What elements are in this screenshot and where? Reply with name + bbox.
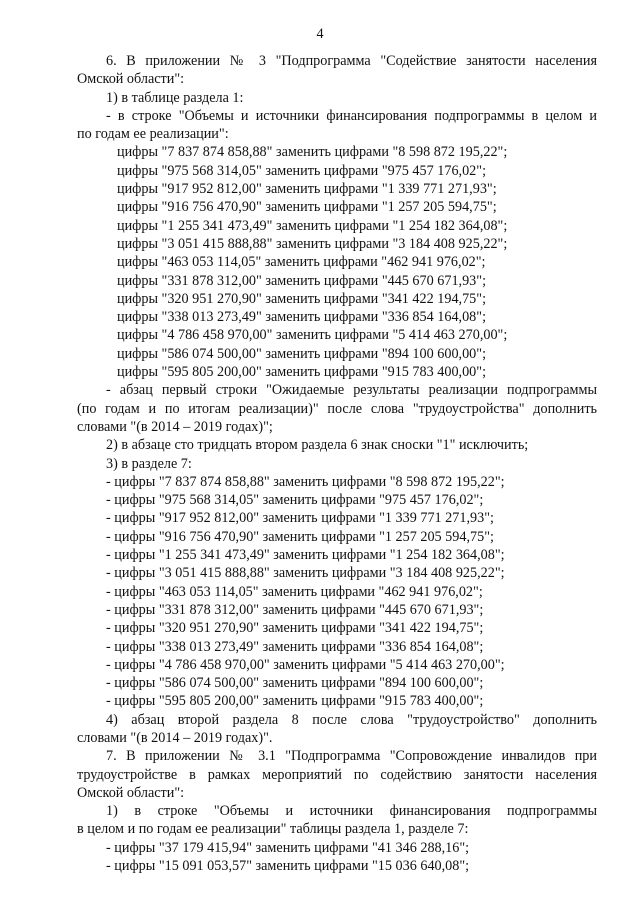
text-line: цифры "1 255 341 473,49" заменить цифрами "1 254 182 364,08"; <box>117 217 508 234</box>
text-line: в целом и по годам ее реализации" таблицы раздела 1, разделе 7: <box>77 821 469 838</box>
text-line: цифры "917 952 812,00" заменить цифрами "1 339 771 271,93"; <box>117 181 497 198</box>
text-line: - цифры "975 568 314,05" заменить цифрами "975 457 176,02"; <box>106 492 484 509</box>
text-line: Омской области": <box>77 71 185 88</box>
text-line: (по годам и по итогам реализации)" после слова "трудоустройства" дополнить <box>77 400 597 417</box>
text-line: - цифры "7 837 874 858,88" заменить цифрами "8 598 872 195,22"; <box>106 473 505 490</box>
text-line: по годам ее реализации": <box>77 126 229 143</box>
text-line: 7. В приложении № 3.1 "Подпрограмма "Сопровождение инвалидов при <box>106 748 597 765</box>
text-line: - цифры "917 952 812,00" заменить цифрами "1 339 771 271,93"; <box>106 510 494 527</box>
text-line: - цифры "3 051 415 888,88" заменить цифрами "3 184 408 925,22"; <box>106 565 505 582</box>
text-line: - цифры "15 091 053,57" заменить цифрами "15 036 640,08"; <box>106 858 470 875</box>
text-line: словами "(в 2014 – 2019 годах)"; <box>77 418 273 435</box>
text-line: - цифры "586 074 500,00" заменить цифрами "894 100 600,00"; <box>106 675 484 692</box>
text-line: - цифры "37 179 415,94" заменить цифрами "41 346 288,16"; <box>106 839 470 856</box>
text-line: - цифры "1 255 341 473,49" заменить цифрами "1 254 182 364,08"; <box>106 547 505 564</box>
text-line: цифры "595 805 200,00" заменить цифрами "915 783 400,00"; <box>117 364 487 381</box>
text-line: цифры "3 051 415 888,88" заменить цифрами "3 184 408 925,22"; <box>117 235 508 252</box>
text-line: цифры "586 074 500,00" заменить цифрами "894 100 600,00"; <box>117 345 487 362</box>
text-line: - цифры "331 878 312,00" заменить цифрами "445 670 671,93"; <box>106 601 484 618</box>
document-body <box>77 52 597 875</box>
text-line: - в строке "Объемы и источники финансирования подпрограммы в целом и <box>106 107 597 124</box>
text-line: - цифры "320 951 270,90" заменить цифрами "341 422 194,75"; <box>106 620 484 637</box>
text-line: - цифры "463 053 114,05" заменить цифрами "462 941 976,02"; <box>106 583 483 600</box>
text-line: словами "(в 2014 – 2019 годах)". <box>77 729 273 746</box>
text-line: 6. В приложении № 3 "Подпрограмма "Содействие занятости населения <box>106 53 597 69</box>
text-line: Омской области": <box>77 784 185 801</box>
text-line: цифры "4 786 458 970,00" заменить цифрами "5 414 463 270,00"; <box>117 327 508 344</box>
page-number: 4 <box>316 26 324 42</box>
text-line: цифры "463 053 114,05" заменить цифрами "462 941 976,02"; <box>117 254 486 271</box>
text-line: цифры "916 756 470,90" заменить цифрами "1 257 205 594,75"; <box>117 199 497 216</box>
text-line: трудоустройстве в рамках мероприятий по содействию занятости населения <box>77 766 597 783</box>
text-line: цифры "320 951 270,90" заменить цифрами "341 422 194,75"; <box>117 290 487 307</box>
text-line: 1) в таблице раздела 1: <box>106 89 244 106</box>
text-line: - цифры "4 786 458 970,00" заменить цифрами "5 414 463 270,00"; <box>106 656 505 673</box>
text-line: цифры "338 013 273,49" заменить цифрами "336 854 164,08"; <box>117 309 487 326</box>
text-line: цифры "331 878 312,00" заменить цифрами "445 670 671,93"; <box>117 272 487 289</box>
text-line: - абзац первый строки "Ожидаемые результаты реализации подпрограммы <box>106 382 597 399</box>
text-line: 4) абзац второй раздела 8 после слова "трудоустройство" дополнить <box>106 711 597 728</box>
text-line: цифры "7 837 874 858,88" заменить цифрами "8 598 872 195,22"; <box>117 144 508 161</box>
text-line: - цифры "595 805 200,00" заменить цифрами "915 783 400,00"; <box>106 693 484 710</box>
text-line: - цифры "916 756 470,90" заменить цифрами "1 257 205 594,75"; <box>106 528 494 545</box>
text-line: - цифры "338 013 273,49" заменить цифрами "336 854 164,08"; <box>106 638 484 655</box>
text-line: 2) в абзаце сто тридцать втором раздела 6 знак сноски "1" исключить; <box>106 437 529 454</box>
text-line: цифры "975 568 314,05" заменить цифрами "975 457 176,02"; <box>117 162 487 179</box>
text-line: 1) в строке "Объемы и источники финансирования подпрограммы <box>106 803 597 820</box>
text-line: 3) в разделе 7: <box>106 455 192 472</box>
